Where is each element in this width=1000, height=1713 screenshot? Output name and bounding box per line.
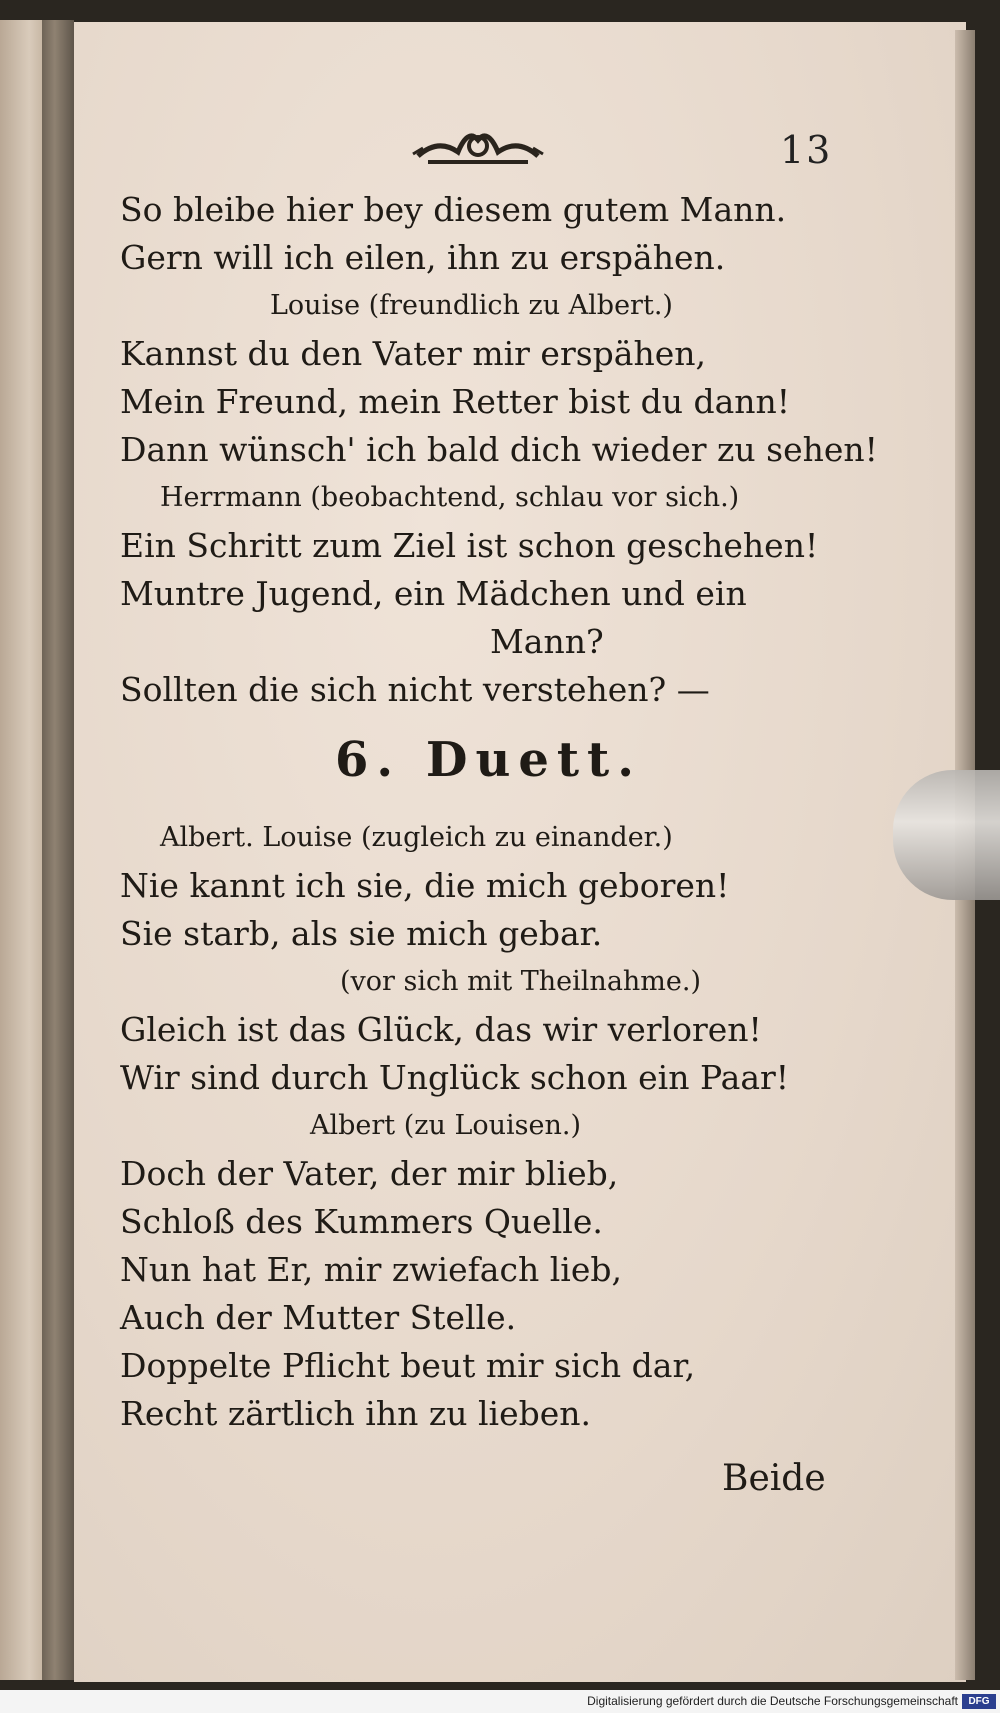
text-line: So bleibe hier bey diesem gutem Mann. [120, 190, 787, 229]
left-page-edge [0, 20, 42, 1680]
text-line: Schloß des Kummers Quelle. [120, 1202, 603, 1241]
catchword: Beide [722, 1458, 826, 1499]
text-line: Doppelte Pflicht beut mir sich dar, [120, 1346, 696, 1385]
ornament-vignette [408, 118, 548, 174]
stage-direction: (vor sich mit Theilnahme.) [340, 966, 702, 997]
speaker-line: Albert. Louise (zugleich zu einander.) [160, 822, 673, 853]
text-line: Doch der Vater, der mir blieb, [120, 1154, 619, 1193]
funding-credit: Digitalisierung gefördert durch die Deutsche Forschungsgemeinschaft [587, 1694, 958, 1708]
text-line: Recht zärtlich ihn zu lieben. [120, 1394, 592, 1433]
speaker-line: Albert (zu Louisen.) [310, 1110, 582, 1141]
text-line: Kannst du den Vater mir erspähen, [120, 334, 706, 373]
text-line: Sie starb, als sie mich gebar. [120, 914, 603, 953]
text-line: Wir sind durch Unglück schon ein Paar! [120, 1058, 790, 1097]
text-line: Dann wünsch' ich bald dich wieder zu sehen! [120, 430, 878, 469]
text-line: Gleich ist das Glück, das wir verloren! [120, 1010, 762, 1049]
page-number: 13 [780, 128, 833, 172]
text-line: Gern will ich eilen, ihn zu erspähen. [120, 238, 726, 277]
book-gutter [42, 20, 74, 1680]
page-clip [893, 770, 1000, 900]
text-line: Ein Schritt zum Ziel ist schon geschehen! [120, 526, 819, 565]
text-line: Mann? [490, 622, 604, 661]
speaker-line: Herrmann (beobachtend, schlau vor sich.) [160, 482, 740, 513]
text-line: Sollten die sich nicht verstehen? — [120, 670, 710, 709]
text-line: Auch der Mutter Stelle. [120, 1298, 517, 1337]
text-line: Nun hat Er, mir zwiefach lieb, [120, 1250, 622, 1289]
dfg-logo: DFG [962, 1694, 996, 1709]
section-heading: 6. Duett. [335, 732, 642, 788]
footer-bar [0, 1690, 1000, 1713]
text-line: Mein Freund, mein Retter bist du dann! [120, 382, 791, 421]
text-line: Muntre Jugend, ein Mädchen und ein [120, 574, 747, 613]
speaker-line: Louise (freundlich zu Albert.) [270, 290, 673, 321]
text-line: Nie kannt ich sie, die mich geboren! [120, 866, 730, 905]
